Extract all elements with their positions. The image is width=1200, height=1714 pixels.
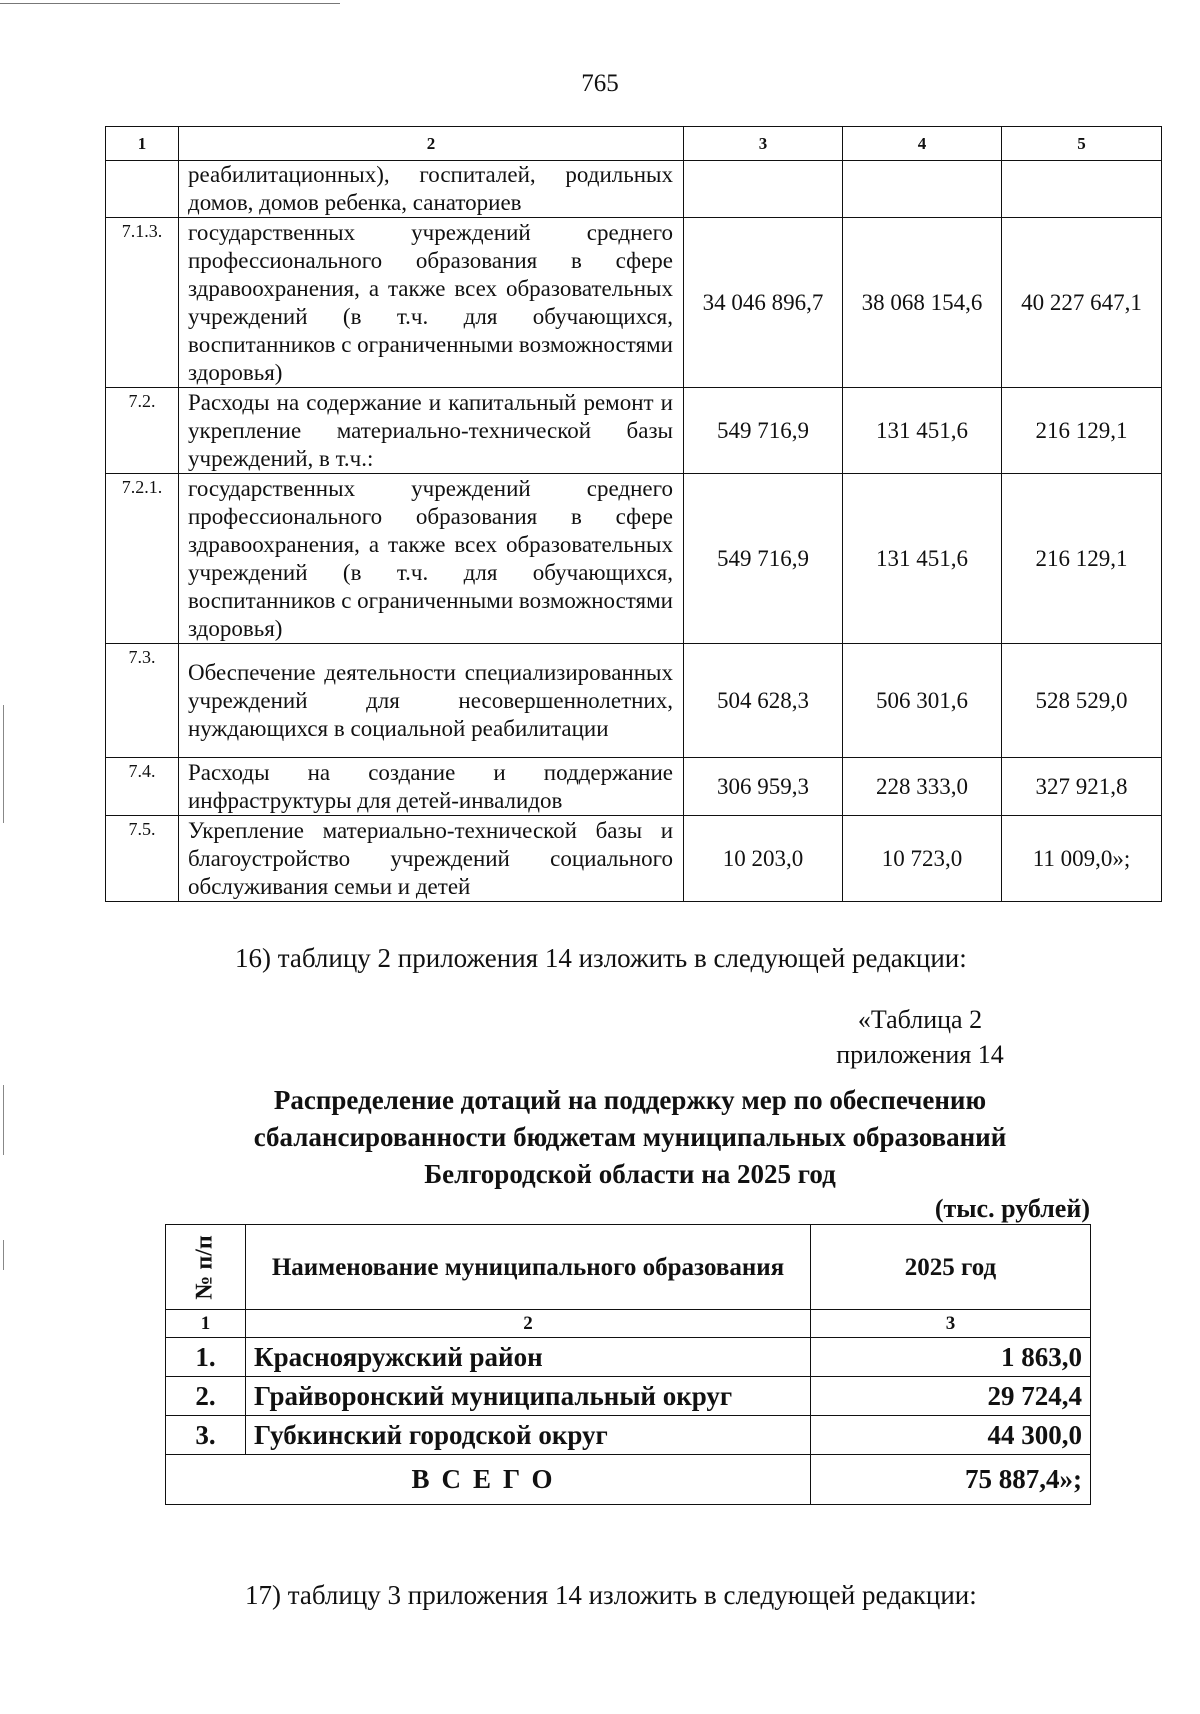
table-header-row	[106, 127, 1162, 161]
row-description: Укрепление материально-технической базы и благоустройство учреждений социального обслуживания семьи и детей	[179, 816, 684, 902]
table-reference-line: «Таблица 2	[857, 1005, 983, 1034]
subsidy-value: 1 863,0	[811, 1338, 1091, 1377]
column-header-number	[166, 1225, 246, 1310]
table-row	[106, 644, 1162, 758]
column-header: 2	[179, 127, 684, 161]
column-index: 2	[246, 1310, 811, 1338]
row-number: 1.	[166, 1338, 246, 1377]
municipality-name: Краснояружский район	[246, 1338, 811, 1377]
column-header: 4	[843, 127, 1002, 161]
value-col4: 10 723,0	[843, 816, 1002, 902]
value-col5: 11 009,0»;	[1002, 816, 1162, 902]
row-description: Расходы на создание и поддержание инфраструктуры для детей-инвалидов	[179, 758, 684, 816]
table-header-row	[166, 1225, 1091, 1310]
value-col4: 131 451,6	[843, 388, 1002, 474]
value-col3: 549 716,9	[684, 474, 843, 644]
row-number: 3.	[166, 1416, 246, 1455]
table-row	[166, 1377, 1091, 1416]
table-reference	[800, 1002, 1040, 1072]
value-col5: 528 529,0	[1002, 644, 1162, 758]
table-row	[106, 388, 1162, 474]
table-row	[166, 1338, 1091, 1377]
column-index-row	[166, 1310, 1091, 1338]
municipality-name: Грайворонский муниципальный округ	[246, 1377, 811, 1416]
column-header: 3	[684, 127, 843, 161]
table-row	[106, 161, 1162, 218]
table-row	[166, 1416, 1091, 1455]
table-reference-line: приложения 14	[836, 1040, 1004, 1069]
value-col3: 549 716,9	[684, 388, 843, 474]
row-number: 7.3.	[106, 644, 179, 758]
column-header-number-text: № п/п	[191, 1235, 218, 1300]
units-label: (тыс. рублей)	[934, 1194, 1090, 1223]
scan-margin-mark	[3, 1085, 4, 1155]
title-line: Белгородской области на 2025 год	[424, 1159, 836, 1189]
value-col5: 216 129,1	[1002, 388, 1162, 474]
municipality-name: Губкинский городской округ	[246, 1416, 811, 1455]
row-number: 7.1.3.	[106, 218, 179, 388]
value-col4: 131 451,6	[843, 474, 1002, 644]
row-description: государственных учреждений среднего профессионального образования в сфере здравоохранения, а также всех образовательных учреждений (в т.ч. для обучающихся, воспитанников с ограниченными возможностями здоровья)	[179, 474, 684, 644]
column-header-name: Наименование муниципального образования	[246, 1225, 811, 1310]
value-col4: 228 333,0	[843, 758, 1002, 816]
row-number: 7.2.1.	[106, 474, 179, 644]
column-header: 1	[106, 127, 179, 161]
value-col5	[1002, 161, 1162, 218]
column-index: 1	[166, 1310, 246, 1338]
table-row	[106, 218, 1162, 388]
row-number	[106, 161, 179, 218]
paragraph-17: 17) таблицу 3 приложения 14 изложить в следующей редакции:	[245, 1580, 977, 1610]
table-row	[106, 758, 1162, 816]
table-title	[160, 1082, 1100, 1193]
scan-margin-mark	[3, 705, 4, 823]
row-number: 7.2.	[106, 388, 179, 474]
title-line: Распределение дотаций на поддержку мер по обеспечению	[273, 1085, 987, 1115]
row-number: 2.	[166, 1377, 246, 1416]
value-col3: 10 203,0	[684, 816, 843, 902]
total-row	[166, 1455, 1091, 1505]
value-col3: 504 628,3	[684, 644, 843, 758]
title-line: сбалансированности бюджетам муниципальных образований	[253, 1122, 1007, 1152]
scan-edge-line	[0, 3, 340, 4]
value-col5: 216 129,1	[1002, 474, 1162, 644]
subsidy-value: 29 724,4	[811, 1377, 1091, 1416]
paragraph-16: 16) таблицу 2 приложения 14 изложить в следующей редакции:	[235, 943, 967, 973]
column-header: 5	[1002, 127, 1162, 161]
value-col4	[843, 161, 1002, 218]
expenses-table	[105, 126, 1162, 902]
table-row	[106, 816, 1162, 902]
value-col5: 40 227 647,1	[1002, 218, 1162, 388]
page-number: 765	[581, 70, 619, 97]
value-col3: 306 959,3	[684, 758, 843, 816]
row-description: Обеспечение деятельности специализированных учреждений для несовершеннолетних, нуждающихся в социальной реабилитации	[179, 644, 684, 758]
value-col5: 327 921,8	[1002, 758, 1162, 816]
column-header-year: 2025 год	[811, 1225, 1091, 1310]
subsidy-table	[165, 1224, 1091, 1505]
value-col4: 38 068 154,6	[843, 218, 1002, 388]
row-number: 7.4.	[106, 758, 179, 816]
value-col3	[684, 161, 843, 218]
total-label: ВСЕГО	[166, 1455, 811, 1505]
row-number: 7.5.	[106, 816, 179, 902]
row-description: Расходы на содержание и капитальный ремонт и укрепление материально-технической базы учреждений, в т.ч.:	[179, 388, 684, 474]
value-col4: 506 301,6	[843, 644, 1002, 758]
column-index: 3	[811, 1310, 1091, 1338]
row-description: государственных учреждений среднего профессионального образования в сфере здравоохранения, а также всех образовательных учреждений (в т.ч. для обучающихся, воспитанников с ограниченными возможностями здоровья)	[179, 218, 684, 388]
subsidy-value: 44 300,0	[811, 1416, 1091, 1455]
row-description: реабилитационных), госпиталей, родильных домов, домов ребенка, санаториев	[179, 161, 684, 218]
value-col3: 34 046 896,7	[684, 218, 843, 388]
scan-margin-mark	[3, 1240, 4, 1270]
table-row	[106, 474, 1162, 644]
total-value: 75 887,4»;	[811, 1455, 1091, 1505]
